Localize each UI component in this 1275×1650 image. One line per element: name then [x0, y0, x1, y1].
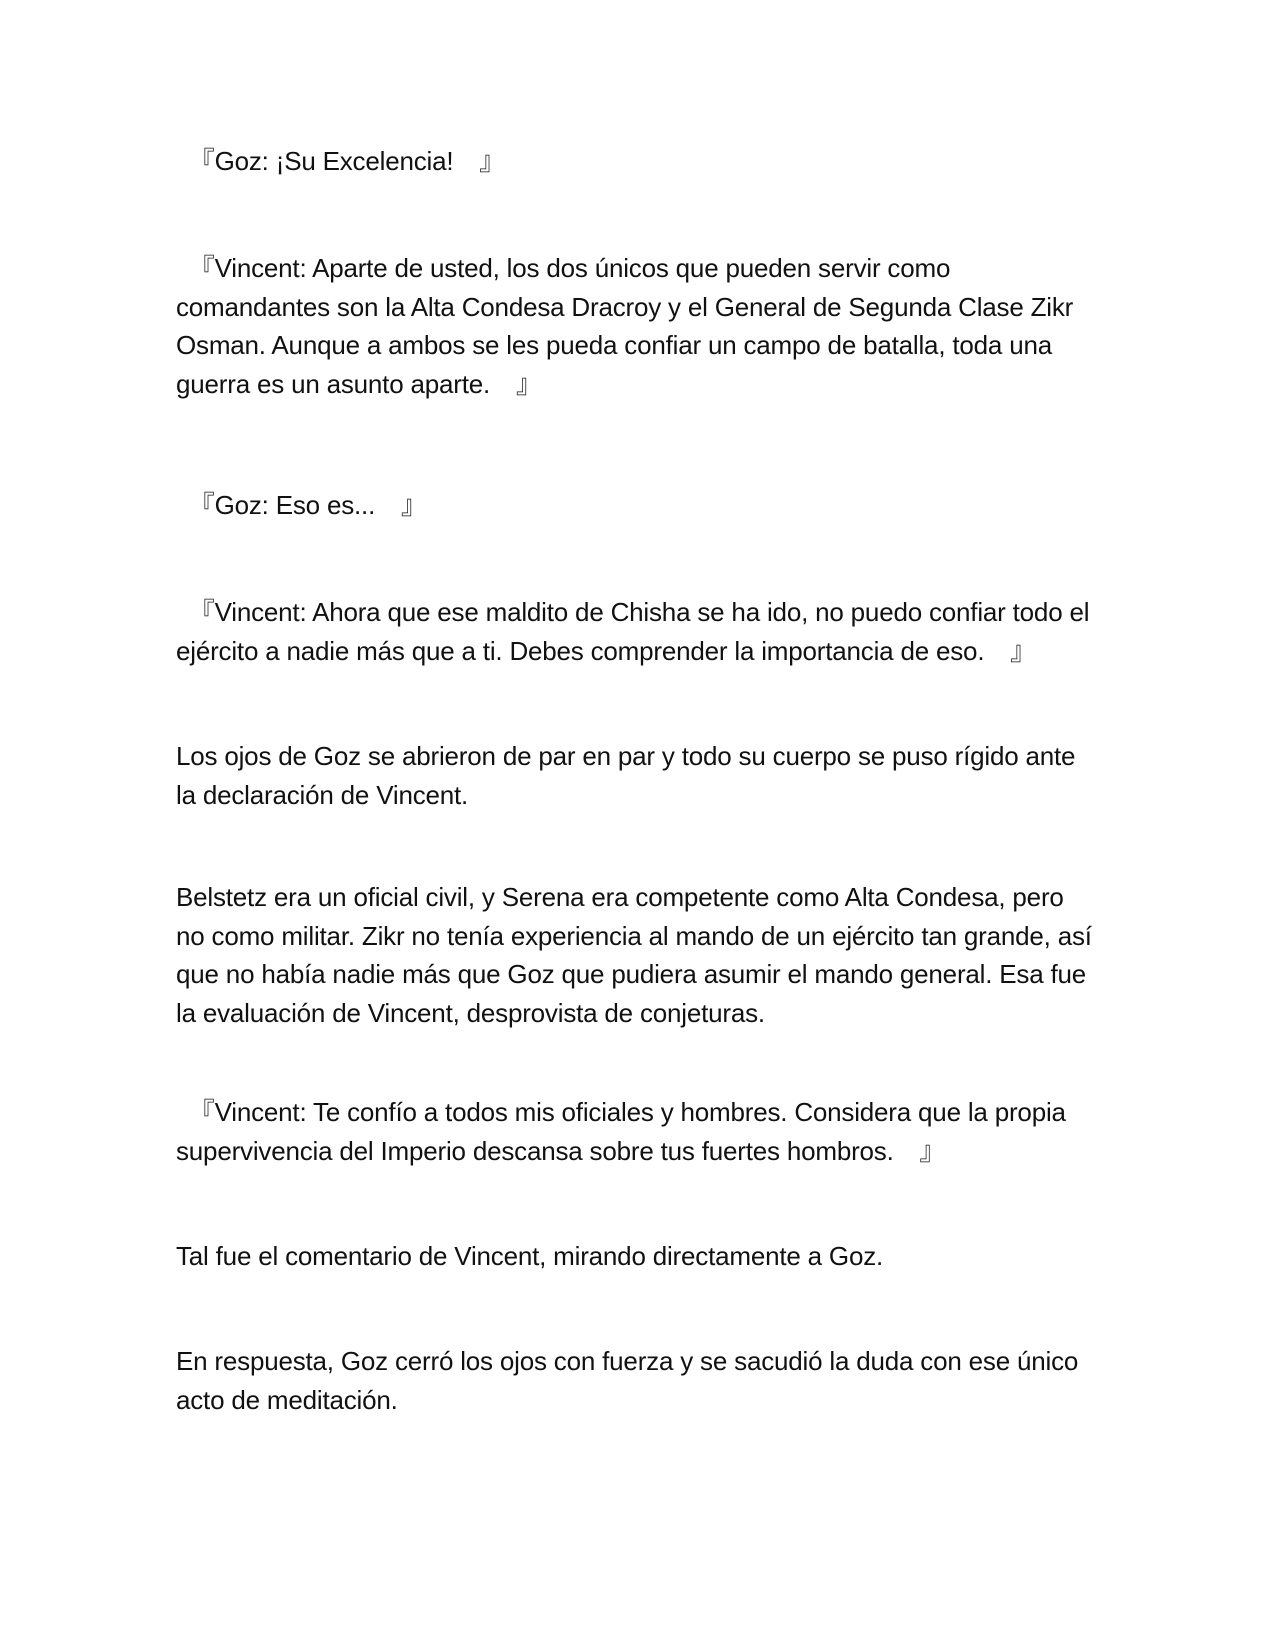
paragraph-vincent-1: 『Vincent: Aparte de usted, los dos únicos que pueden servir como comandantes son la Alta Condesa Dracroy y el General de Segunda Clase Zikr Osman. Aunque a ambos se les pueda confiar un campo de batalla, toda una guerra es un asunto aparte. 』: [176, 253, 1081, 399]
paragraph-narration-1: Los ojos de Goz se abrieron de par en par y todo su cuerpo se puso rígido ante la declaración de Vincent.: [176, 741, 1083, 810]
paragraph-narration-3: Tal fue el comentario de Vincent, mirando directamente a Goz.: [176, 1241, 884, 1271]
paragraph-vincent-2: 『Vincent: Ahora que ese maldito de Chisha se ha ido, no puedo confiar todo el ejército a nadie más que a ti. Debes comprender la importancia de eso. 』: [176, 597, 1097, 666]
paragraph-goz-2: 『Goz: Eso es... 』: [176, 490, 427, 520]
paragraph-vincent-3: 『Vincent: Te confío a todos mis oficiales y hombres. Considera que la propia supervivencia del Imperio descansa sobre tus fuertes hombros. 』: [176, 1097, 1073, 1166]
paragraph-narration-4: En respuesta, Goz cerró los ojos con fuerza y se sacudió la duda con ese único acto de meditación.: [176, 1346, 1086, 1415]
paragraph-narration-2: Belstetz era un oficial civil, y Serena era competente como Alta Condesa, pero no como militar. Zikr no tenía experiencia al mando de un ejército tan grande, así que no había nadie más que Goz que pudiera asumir el mando general. Esa fue la evaluación de Vincent, desprovista de conjeturas.: [176, 882, 1099, 1028]
paragraph-goz-1: 『Goz: ¡Su Excelencia! 』: [176, 146, 505, 176]
